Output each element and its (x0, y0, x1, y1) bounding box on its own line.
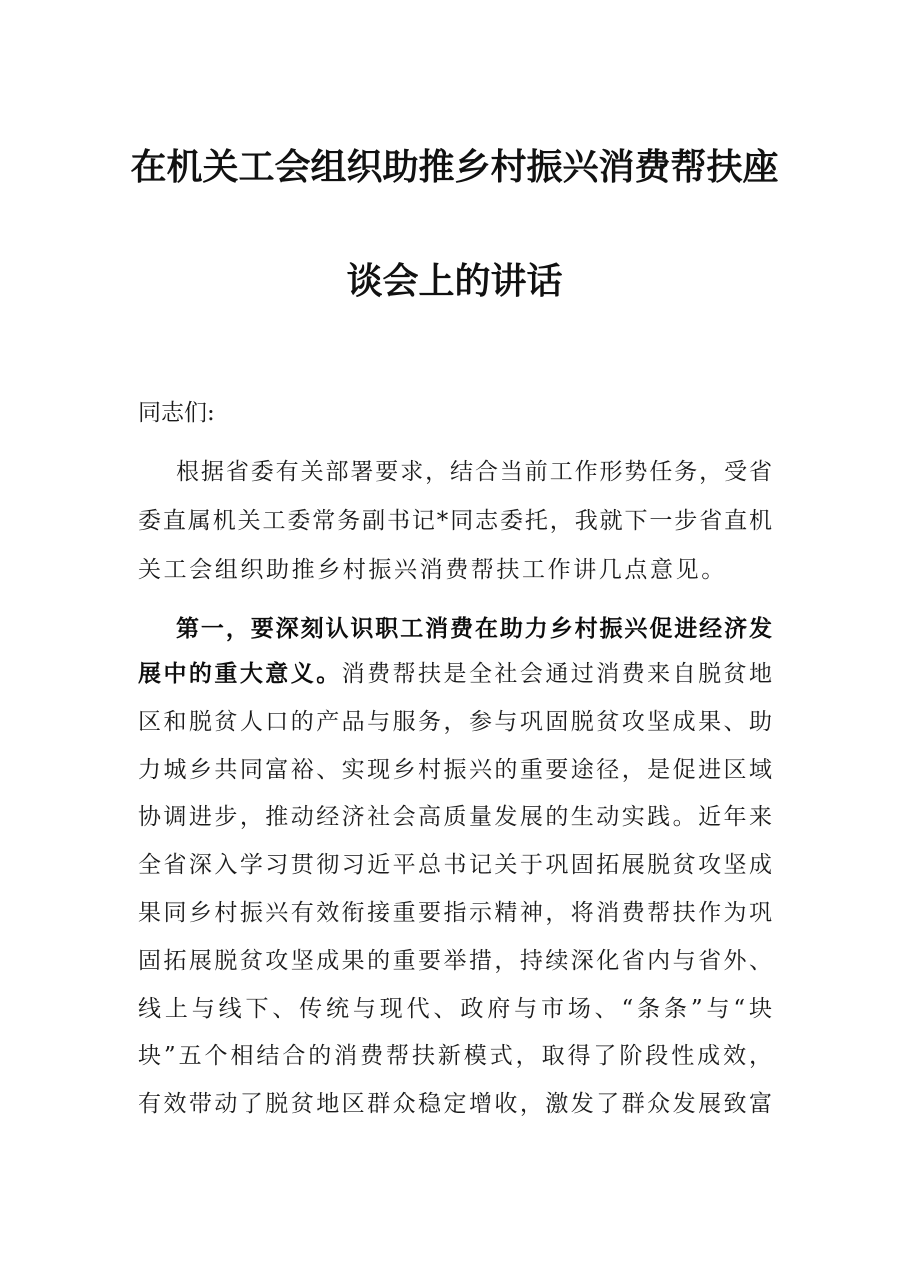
paragraph-2-line: 全省深入学习贯彻习近平总书记关于巩固拓展脱贫攻坚成 (138, 852, 772, 878)
paragraph-2-line: 区和脱贫人口的产品与服务，参与巩固脱贫攻坚成果、助 (138, 709, 772, 735)
paragraph-2-line: 果同乡村振兴有效衔接重要指示精神，将消费帮扶作为巩 (138, 900, 772, 926)
paragraph-1-line: 关工会组织助推乡村振兴消费帮扶工作讲几点意见。 (138, 557, 727, 583)
paragraph-2-line-rest: 消费帮扶是全社会通过消费来自脱贫地 (341, 661, 773, 687)
paragraph-2-line: 固拓展脱贫攻坚成果的重要举措，持续深化省内与省外、 (138, 948, 772, 974)
section-heading-line-2: 展中的重大意义。 (138, 660, 342, 687)
paragraph-2-line: 线上与线下、传统与现代、政府与市场、“条条”与“块 (138, 996, 772, 1022)
salutation: 同志们: (138, 400, 215, 426)
paragraph-2-line (138, 658, 772, 690)
document-title-line-2: 谈会上的讲话 (346, 260, 563, 302)
paragraph-1-line: 根据省委有关部署要求，结合当前工作形势任务，受省 (176, 459, 772, 485)
paragraph-2-line: 力城乡共同富裕、实现乡村振兴的重要途径，是促进区域 (138, 757, 772, 783)
section-heading-line-1: 第一，要深刻认识职工消费在助力乡村振兴促进经济发 (176, 615, 772, 642)
paragraph-2-line: 有效带动了脱贫地区群众稳定增收，激发了群众发展致富 (138, 1091, 772, 1117)
document-title-line-1: 在机关工会组织助推乡村振兴消费帮扶座 (130, 146, 779, 188)
paragraph-2-line: 块”五个相结合的消费帮扶新模式，取得了阶段性成效， (138, 1043, 772, 1069)
paragraph-1-line: 委直属机关工委常务副书记*同志委托，我就下一步省直机 (138, 508, 772, 534)
paragraph-2-line: 协调进步，推动经济社会高质量发展的生动实践。近年来 (138, 804, 772, 830)
